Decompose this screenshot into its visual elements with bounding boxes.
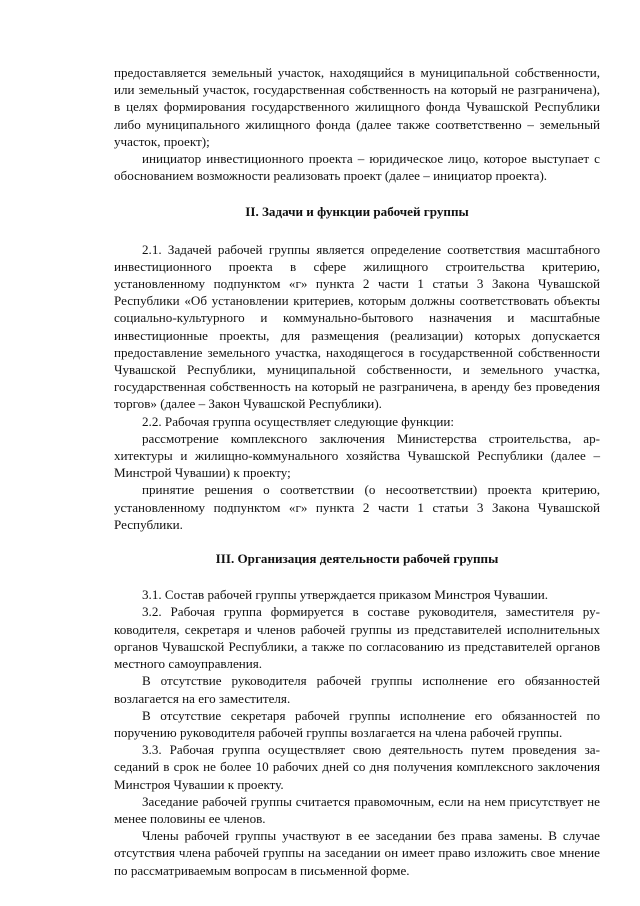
paragraph-function-review: рассмотрение комплексного заключения Министерства строительства, архитектуры и жилищно-коммунального хозяйства Чувашской Республики (далее – Минстрой Чувашии) к проекту; (114, 430, 600, 481)
paragraph-2-2: 2.2. Рабочая группа осуществляет следующие функции: (142, 413, 455, 429)
paragraph-land-plot: предоставляется земельный участок, находящийся в муниципальной собственности, или земельный участок, государственная собственность на который не разграничена), в целях формирования государственного жилищного фонда Чувашской Республики либо муниципального жилищного фонда (далее также соответственно – земельный участок, проект); (114, 65, 600, 149)
paragraph-initiator: инициатор инвестиционного проекта – юридическое лицо, которое выступает с обоснованием возможности реализовать проект (далее – инициатор проекта). (114, 151, 600, 184)
section-2-heading: II. Задачи и функции рабочей группы (245, 204, 469, 220)
paragraph-members-participation: Члены рабочей группы участвуют в ее заседании без права замены. В случае отсутствия члена рабочей группы на заседании он имеет право изложить свое мнение по рассматриваемым вопросам в письменной форме. (114, 828, 600, 878)
paragraph-head-absence: В отсутствие руководителя рабочей группы исполнение его обязанностей возлагается на его заместителя. (114, 673, 600, 706)
paragraph-secretary-absence: В отсутствие секретаря рабочей группы исполнение его обязанностей по поручению руководителя рабочей группы возлагается на члена рабочей группы. (114, 707, 600, 740)
paragraph-2-1: 2.1. Задачей рабочей группы является определение соответствия масштабного инвестиционного проекта в сфере жилищного строительства критерию, установленному подпунктом «г» пункта 2 части 1 статьи 3 Закона Чувашской Республики «Об установлении критериев, которым должны соответствовать объекты социально-культурного и коммунально-бытового назначения и масштабные инвестиционные проекты, для размещения (реализации) которых допускается предоставление земельного участка, находящегося в государственной собственности Чувашской Республики, муниципальной собственности, и земельного участка, государственная собственность на который не разграничена, в аренду без проведения торгов» (далее – Закон Чувашской Республики). (114, 241, 600, 412)
paragraph-quorum: Заседание рабочей группы считается правомочным, если на нем присутствует не менее половины ее членов. (114, 793, 600, 826)
paragraph-3-3: 3.3. Рабочая группа осуществляет свою деятельность путем проведения заседаний в срок не более 10 рабочих дней со дня получения комплексного заклочения Минстроя Чувашии к проекту. (114, 742, 600, 792)
paragraph-3-1: 3.1. Состав рабочей группы утверждается приказом Минстроя Чувашии. (142, 587, 549, 603)
paragraph-function-decision: принятие решения о соответствии (о несоответствии) проекта критерию, установленному подпунктом «г» пункта 2 части 1 статьи 3 Закона Чувашской Республики. (114, 482, 600, 532)
section-3-heading: III. Организация деятельности рабочей группы (215, 551, 499, 567)
paragraph-3-2: 3.2. Рабочая группа формируется в составе руководителя, заместителя руководителя, секретаря и членов рабочей группы из представителей исполнительных органов Чувашской Республики, а также по согласованию из представителей органов местного самоуправления. (114, 604, 600, 672)
